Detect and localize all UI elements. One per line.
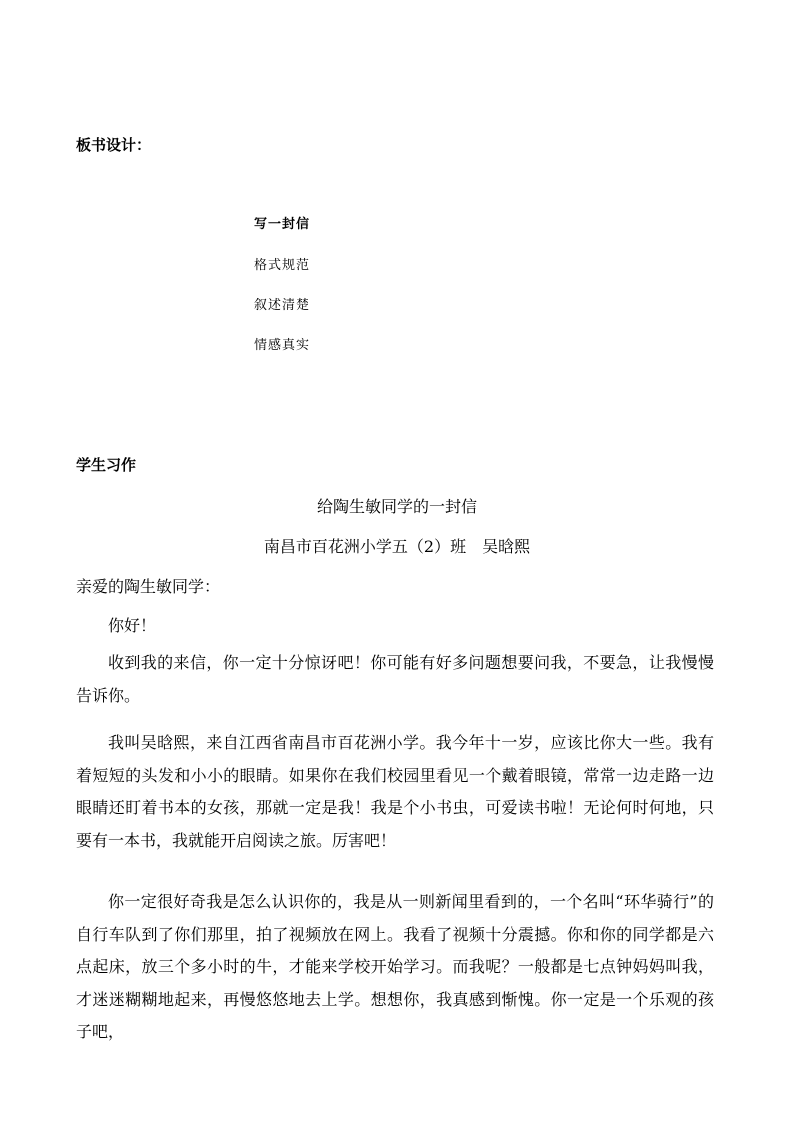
board-point: 格式规范 [254,258,311,273]
essay-paragraph: 你一定很好奇我是怎么认识你的，我是从一则新闻里看到的，一个名叫“环华骑行”的自行车队到了你们那里，拍了视频放在网上。我看了视频十分震撼。你和你的同学都是六点起床，放三个多小时的牛，才能来学校开始学习。而我呢？一般都是七点钟妈妈叫我，才迷迷糊糊地起来，再慢悠悠地去上学。想想你，我真感到惭愧。你一定是一个乐观的孩子吧， [76,892,714,1041]
board-design-heading: 板书设计： [76,136,152,154]
board-title: 写一封信 [254,217,311,232]
letter-greeting: 你好！ [108,616,157,635]
essay-byline: 南昌市百花洲小学五（2）班 吴晗熙 [263,537,531,556]
essay-title: 给陶生敏同学的一封信 [316,497,477,516]
board-point: 叙述清楚 [254,298,311,313]
essay-paragraph: 我叫吴晗熙，来自江西省南昌市百花洲小学。我今年十一岁，应该比你大一些。我有着短短的头发和小小的眼睛。如果你在我们校园里看见一个戴着眼镜，常常一边走路一边眼睛还盯着书本的女孩，那就一定是我！我是个小书虫，可爱读书啦！无论何时何地，只要有一本书，我就能开启阅读之旅。厉害吧！ [76,733,714,850]
letter-salutation: 亲爱的陶生敏同学： [76,577,221,596]
student-essay-heading: 学生习作 [76,456,137,474]
essay-paragraph: 收到我的来信，你一定十分惊讶吧！你可能有好多问题想要问我，不要急，让我慢慢告诉你。 [76,653,714,705]
board-point: 情感真实 [254,338,311,353]
